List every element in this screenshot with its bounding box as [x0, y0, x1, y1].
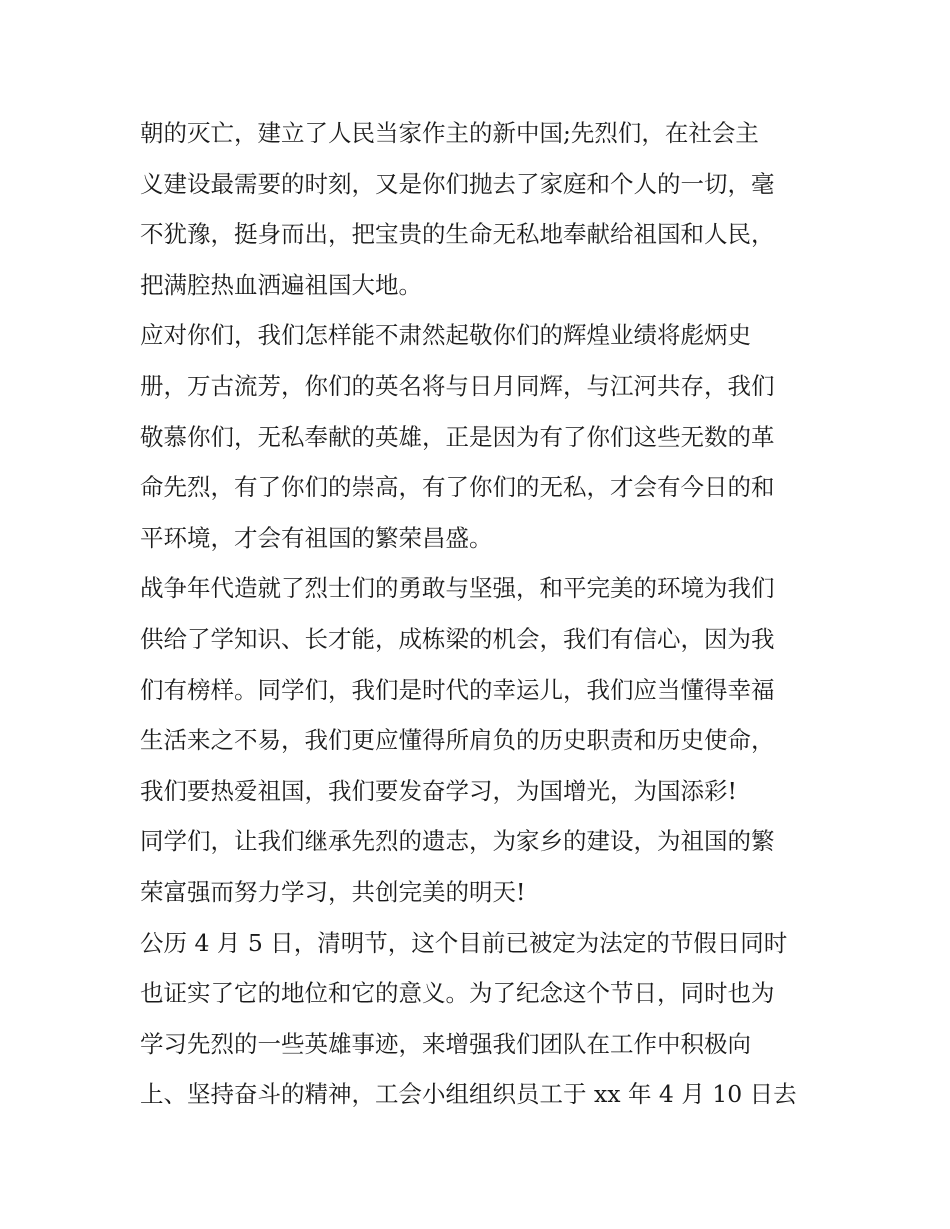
text-line-15: 同学们，让我们继承先烈的遗志，为家乡的建设，为祖国的繁	[140, 827, 775, 856]
text-line-7: 敬慕你们，无私奉献的英雄，正是因为有了你们这些无数的革	[140, 422, 775, 451]
text-line-10: 战争年代造就了烈士们的勇敢与坚强，和平完美的环境为我们	[140, 574, 775, 603]
text-line-5: 应对你们，我们怎样能不肃然起敬你们的辉煌业绩将彪炳史	[140, 321, 751, 350]
text-line-16: 荣富强而努力学习，共创完美的明天!	[140, 877, 526, 906]
text-line-3: 不犹豫，挺身而出，把宝贵的生命无私地奉献给祖国和人民，	[140, 220, 775, 249]
text-line-6: 册，万古流芳，你们的英名将与日月同辉，与江河共存，我们	[140, 371, 775, 400]
text-line-1: 朝的灭亡，建立了人民当家作主的新中国;先烈们，在社会主	[140, 119, 759, 147]
text-line-9: 平环境，才会有祖国的繁荣昌盛。	[140, 523, 493, 552]
text-line-17: 公历 4 月 5 日，清明节，这个目前已被定为法定的节假日同时	[140, 928, 788, 957]
text-line-13: 生活来之不易，我们更应懂得所肩负的历史职责和历史使命，	[140, 726, 775, 755]
text-line-20: 上、坚持奋斗的精神，工会小组组织员工于 xx 年 4 月 10 日去	[140, 1080, 797, 1109]
text-line-8: 命先烈，有了你们的崇高，有了你们的无私，才会有今日的和	[140, 473, 775, 502]
text-line-14: 我们要热爱祖国，我们要发奋学习，为国增光，为国添彩!	[140, 776, 737, 805]
text-line-4: 把满腔热血洒遍祖国大地。	[140, 270, 422, 299]
text-line-19: 学习先烈的一些英雄事迹，来增强我们团队在工作中积极向	[140, 1029, 751, 1058]
text-line-18: 也证实了它的地位和它的意义。为了纪念这个节日，同时也为	[140, 979, 775, 1008]
text-line-11: 供给了学知识、长才能，成栋梁的机会，我们有信心，因为我	[140, 624, 775, 653]
text-line-2: 义建设最需要的时刻，又是你们抛去了家庭和个人的一切，毫	[140, 169, 775, 198]
document-body	[140, 108, 820, 1120]
text-line-12: 们有榜样。同学们，我们是时代的幸运儿，我们应当懂得幸福	[140, 675, 775, 704]
